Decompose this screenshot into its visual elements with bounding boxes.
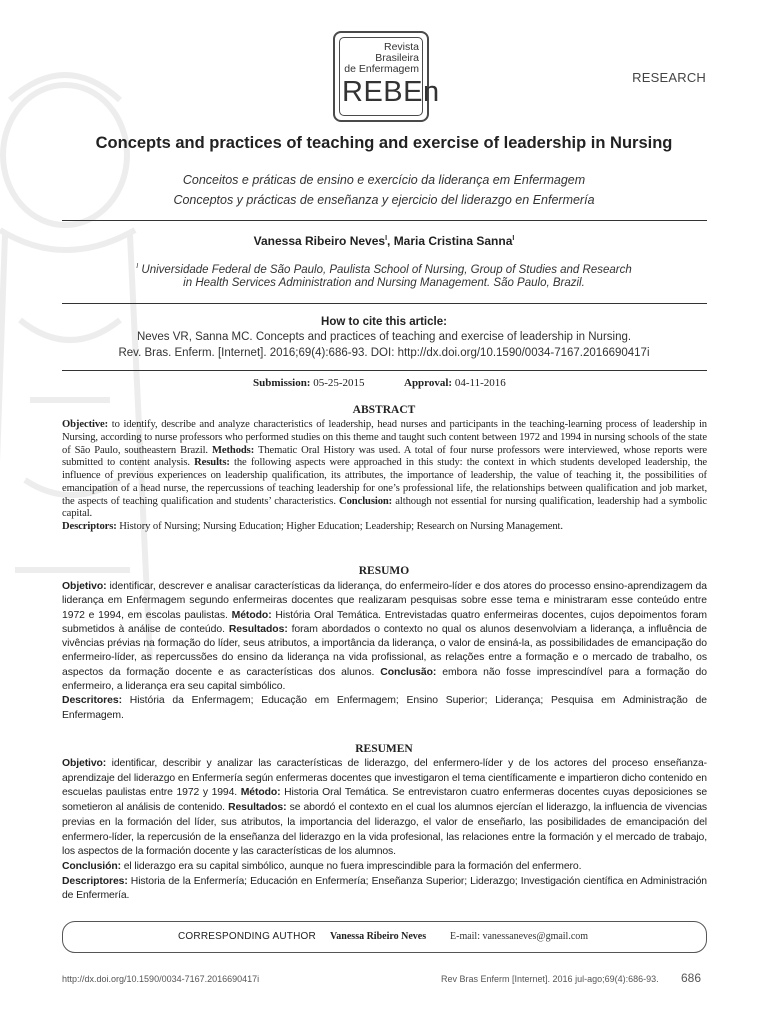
author-name: Vanessa Ribeiro Neves xyxy=(253,234,386,248)
resumen-conclusion: Conclusión: el liderazgo era su capital simbólico, aunque no fuera imprescindible para la formación del enfermero. xyxy=(62,860,582,872)
abstract-heading: ABSTRACT xyxy=(352,404,416,416)
resumen-heading: RESUMEN xyxy=(355,743,413,755)
affiliation-line xyxy=(0,263,768,276)
author-name: Maria Cristina Sanna xyxy=(393,234,513,248)
divider-middle xyxy=(62,303,707,304)
title-spanish: Conceptos y prácticas de enseñanza y ejercicio del liderazgo en Enfermería xyxy=(173,193,595,207)
resumen-body: Objetivo: identificar, describir y analizar las características de liderazgo, del enfermero-líder y de los actores del proceso enseñanza-aprendizaje del liderazgo en Enfermería según enfermeras docentes que investigaron el tema científicamente e impartieron dicho contenido en escuelas paulistas entre 1972 y 1994. Método: Historia Oral Temática. Se entrevistaron cuatro enfermeras docentes cuyas deposiciones se sometieron al análisis de contenido. Resultados: se abordó el contexto en el cual los alumnos ejercían el liderazgo, la influencia de vivencias previas en la formación del líder, sus atributos, la importancia del liderazgo, el valor de enseñarlo, las posibilidades de emancipación del enfermero-líder, la repercusión de la enseñanza del liderazgo en la vida profesional, las relaciones entre la formación y el mercado de trabajo, los aspectos de la formación docente y las características de los alumnos. Conclusión: el liderazgo era su capital simbólico, aunque no fuera imprescindible para la formación del enfermero. Descriptores: Historia de la Enfermería; Educación en Enfermería; Enseñanza Superior; Liderazgo; Investigación científica en Administración de Enfermería. xyxy=(62,757,707,904)
author-affil-mark: I xyxy=(385,235,388,242)
abstract-descriptors: Descriptors: History of Nursing; Nursing Education; Higher Education; Leadership; Research on Nursing Management. xyxy=(62,521,563,532)
section-label: RESEARCH xyxy=(632,70,706,85)
citation-line: Rev. Bras. Enferm. [Internet]. 2016;69(4):686-93. DOI: http://dx.doi.org/10.1590/0034-7167.2016690417i xyxy=(118,347,650,359)
page-number: 686 xyxy=(681,971,702,985)
author-list xyxy=(0,234,768,248)
abstract-body: Objective: to identify, describe and analyze characteristics of leadership, head nurses and participants in the teaching-learning process of leadership in Nursing, according to nurse professors who performed studies on this theme and taught such content between 1972 and 1994 in nursing schools of the state of São Paulo, southeastern Brazil. Methods: Thematic Oral History was used. A total of four nurse professors were interviewed, whose reports were submitted to content analysis. Results: the following aspects were approached in this study: the context in which students developed leadership, the influence of previous experiences on leadership qualification, its attributes, the importance of leadership, the value of teaching it, the possibilities of emancipation of a head nurse, the repercussions of teaching leadership for one’s professional life, the relationships between qualification and job market, the aspects of teaching qualification and students’ characteristics. Conclusion: although not essential for nursing qualification, leadership had a symbolic capital. Descriptors: History of Nursing; Nursing Education; Higher Education; Leadership; Research on Nursing Management. xyxy=(62,419,707,532)
corresponding-author-name: Vanessa Ribeiro Neves xyxy=(330,931,427,942)
author-affil-mark: I xyxy=(512,235,515,242)
logo-text-revista: Revista xyxy=(383,41,419,53)
journal-logo xyxy=(333,31,440,122)
divider-bottom xyxy=(62,370,707,371)
resumo-body: Objetivo: identificar, descrever e analisar características da liderança, do enfermeiro-líder e dos atores do processo ensino-aprendizagem da liderança em Enfermagem segundo enfermeiras docentes que realizaram pesquisas sobre esse tema e ministraram esse conteúdo entre 1972 e 1994, em escolas paulistas. Método: História Oral Temática. Entrevistadas quatro enfermeiras docentes, cujos depoimentos foram submetidos à análise de conteúdo. Resultados: foram abordados o contexto no qual os alunos desenvolviam a liderança, a influência de vivências prévias na formação do líder, seus atributos, a importância da liderança, o valor de ensiná-la, as possibilidades de emancipação do enfermeiro-líder, as repercussões do ensino da liderança na vida profissional, as relações entre a formação e o mercado de trabalho, os aspectos da formação docente e as características dos alunos. Conclusão: embora não fosse imprescindível para a formação do enfermeiro, a liderança era seu capital simbólico. Descritores: História da Enfermagem; Educação em Enfermagem; Ensino Superior; Liderança; Pesquisa em Administração de Enfermagem. xyxy=(62,580,707,723)
citation-line: Neves VR, Sanna MC. Concepts and practices of teaching and exercise of leadership in Nursing. xyxy=(136,331,632,343)
corresponding-author-email: E-mail: vanessaneves@gmail.com xyxy=(450,931,589,942)
affil-mark: I xyxy=(136,263,139,270)
citation-heading: How to cite this article: xyxy=(321,316,447,328)
footer-journal-reference: Rev Bras Enferm [Internet]. 2016 jul-ago;69(4):686-93. xyxy=(441,974,659,984)
divider-top xyxy=(62,220,707,221)
logo-text-brasileira: Brasileira xyxy=(375,52,419,64)
title-portuguese: Conceitos e práticas de ensino e exercício da liderança em Enfermagem xyxy=(182,173,586,187)
approval-date: Approval: 04-11-2016 xyxy=(404,377,506,389)
logo-text-enfermagem: de Enfermagem xyxy=(344,63,419,75)
footer-doi-link[interactable]: http://dx.doi.org/10.1590/0034-7167.2016690417i xyxy=(62,974,260,984)
resumo-heading: RESUMO xyxy=(358,565,410,577)
affiliation-line: in Health Services Administration and Nursing Management. São Paulo, Brazil. xyxy=(183,277,585,289)
article-title: Concepts and practices of teaching and exercise of leadership in Nursing xyxy=(95,134,673,152)
resumen-descriptors: Descriptores: Historia de la Enfermería; Educación en Enfermería; Enseñanza Superior; Liderazgo; Investigación científica en Administración de Enfermería. xyxy=(62,875,707,902)
logo-wordmark: REBEn xyxy=(342,76,440,108)
author-separator: , xyxy=(387,234,394,248)
resumo-descriptors: Descritores: História da Enfermagem; Educação em Enfermagem; Ensino Superior; Liderança; Pesquisa em Administração de Enfermagem. xyxy=(62,695,707,721)
submission-date: Submission: 05-25-2015 xyxy=(253,377,365,389)
corresponding-author-label: CORRESPONDING AUTHOR xyxy=(178,931,316,942)
affiliation-text: Universidade Federal de São Paulo, Paulista School of Nursing, Group of Studies and Research xyxy=(141,263,632,276)
